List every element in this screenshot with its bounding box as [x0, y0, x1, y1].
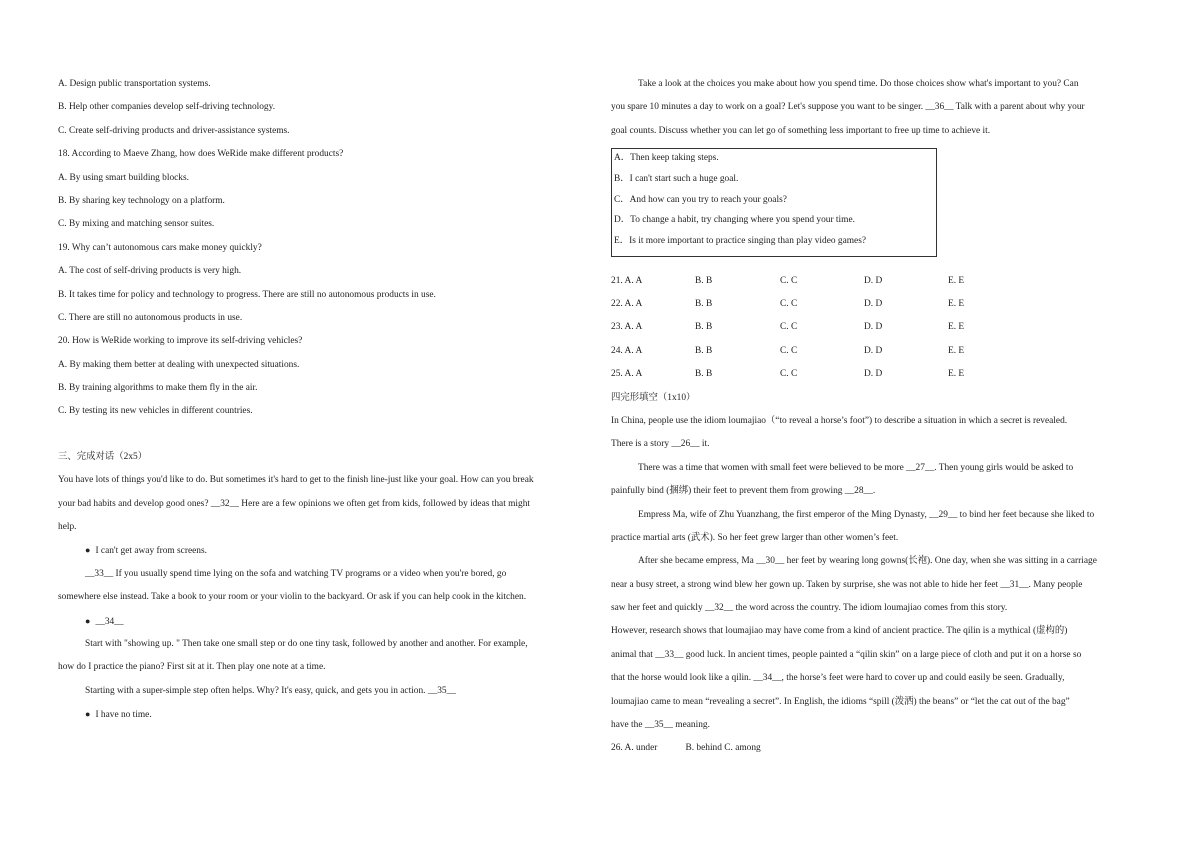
- option-e: E．Is it more important to practice singing than play video games?: [614, 235, 867, 246]
- intro-line: your bad habits and develop good ones? __32__ Here are a few opinions we often get from kids, followed by ideas that might: [58, 498, 531, 509]
- text-line: B. It takes time for policy and technology to progress. There are still no autonomous products in use.: [58, 289, 436, 300]
- cloze-line: near a busy street, a strong wind blew her gown up. Taken by surprise, she was not able to hide her feet __31__. Many people: [611, 579, 1083, 590]
- answer-row: [611, 319, 1147, 342]
- paragraph-line: somewhere else instead. Take a book to your room or your violin to the backyard. Or ask if you can help cook in the kitchen.: [58, 592, 527, 603]
- cloze-line: However, research shows that loumajiao may have come from a kind of ancient practice. The qilin is a mythical (虚构的): [611, 626, 1068, 637]
- bullet-item: ● __34__: [58, 613, 590, 636]
- answer-d[interactable]: D. D: [864, 345, 883, 356]
- answer-c[interactable]: C. C: [780, 369, 798, 380]
- answer-row: [611, 343, 1147, 366]
- intro-line: help.: [58, 522, 77, 533]
- option-a: A．Then keep taking steps.: [614, 153, 719, 164]
- text-line: C. By mixing and matching sensor suites.: [58, 219, 215, 230]
- answer-b[interactable]: B. B: [695, 275, 713, 286]
- cloze-line: that the horse would look like a qilin. __34__, the horse’s feet were hard to cover up and could easily be seen. Gradually,: [611, 673, 1065, 684]
- option-d: D．To change a habit, try changing where you spend your time.: [614, 215, 855, 226]
- text-line: B. Help other companies develop self-driving technology.: [58, 102, 276, 113]
- answer-d[interactable]: D. D: [864, 275, 883, 286]
- answer-c[interactable]: C. C: [780, 299, 798, 309]
- bullet-item: ● I can't get away from screens.: [58, 542, 590, 565]
- paragraph-line: you spare 10 minutes a day to work on a goal? Let's suppose you want to be singer. __36__ Talk with a parent about why your: [611, 102, 1085, 113]
- options-box: [611, 148, 937, 256]
- answer-a[interactable]: 22. A. A: [611, 299, 643, 309]
- paragraph-line: how do I practice the piano? First sit at it. Then play one note at a time.: [58, 662, 326, 673]
- text-line: B. By training algorithms to make them fly in the air.: [58, 383, 258, 394]
- bullet-item: ● I have no time.: [58, 706, 590, 729]
- answer-row: [611, 296, 1147, 319]
- answer-e[interactable]: E. E: [948, 322, 965, 333]
- answer-e[interactable]: E. E: [948, 275, 965, 286]
- text-line: A. Design public transportation systems.: [58, 79, 211, 89]
- intro-line: You have lots of things you'd like to do. But sometimes it's hard to get to the finish line-just like your goal. How can you break: [58, 475, 534, 486]
- cloze-line: Empress Ma, wife of Zhu Yuanzhang, the first emperor of the Ming Dynasty, __29__ to bind her feet because she liked to: [638, 509, 1095, 520]
- cloze-line: In China, people use the idiom loumajiao（“to reveal a horse’s foot”) to describe a situation in which a secret is revealed.: [611, 415, 1068, 426]
- answer-b[interactable]: B. B: [695, 299, 713, 309]
- right-column: [611, 76, 1147, 764]
- cloze-line: After she became empress, Ma __30__ her feet by wearing long gowns(长袍). One day, when she was sitting in a carriage: [638, 556, 1097, 567]
- left-column: [58, 76, 590, 730]
- paragraph-line: __33__ If you usually spend time lying on the sofa and watching TV programs or a video when you're bored, go: [85, 568, 507, 579]
- section-4-title: 四完形填空（1x10）: [611, 392, 696, 403]
- answer-d[interactable]: D. D: [864, 299, 883, 309]
- answer-c[interactable]: C. C: [780, 322, 798, 333]
- section-3-title: 三、完成对话（2x5）: [58, 451, 148, 462]
- question-18: 18. According to Maeve Zhang, how does WeRide make different products?: [58, 149, 344, 160]
- text-line: C. By testing its new vehicles in different countries.: [58, 406, 253, 417]
- question-20: 20. How is WeRide working to improve its self-driving vehicles?: [58, 336, 303, 347]
- cloze-line: have the __35__ meaning.: [611, 720, 710, 731]
- option-c: C．And how can you try to reach your goals?: [614, 194, 787, 205]
- answer-a[interactable]: 25. A. A: [611, 369, 643, 380]
- answer-row: [611, 366, 1147, 389]
- text-line: A. The cost of self-driving products is very high.: [58, 266, 242, 277]
- text-line: B. By sharing key technology on a platform.: [58, 195, 225, 206]
- paragraph-line: Take a look at the choices you make about how you spend time. Do those choices show what's important to you? Can: [638, 79, 1079, 89]
- answer-c[interactable]: C. C: [780, 275, 798, 286]
- cloze-line: loumajiao came to mean “revealing a secret”. In English, the idioms “spill (泼洒) the beans” or “let the cat out of the bag”: [611, 696, 1070, 707]
- q17-20-block: [58, 76, 590, 427]
- option-b: B．I can't start such a huge goal.: [614, 173, 739, 184]
- answer-b[interactable]: B. B: [695, 322, 713, 333]
- cloze-line: animal that __33__ good luck. In ancient times, people painted a “qilin skin” on a large piece of cloth and put it on a horse so: [611, 649, 1082, 660]
- answer-a[interactable]: 23. A. A: [611, 322, 643, 333]
- cloze-line: There was a time that women with small feet were believed to be more __27__. Then young girls would be asked to: [638, 462, 1074, 473]
- paragraph-line: Start with "showing up. " Then take one small step or do one tiny task, followed by another and another. For example,: [85, 638, 528, 649]
- question-26-options: 26. A. under B. behind C. among: [611, 743, 761, 754]
- answer-b[interactable]: B. B: [695, 369, 713, 380]
- text-line: A. By making them better at dealing with unexpected situations.: [58, 359, 300, 370]
- paragraph-line: goal counts. Discuss whether you can let go of something less important to free up time to achieve it.: [611, 125, 991, 136]
- answer-b[interactable]: B. B: [695, 345, 713, 356]
- text-line: C. Create self-driving products and driver-assistance systems.: [58, 125, 290, 136]
- paragraph-line: Starting with a super-simple step often helps. Why? It's easy, quick, and gets you in action. __35__: [85, 685, 456, 696]
- answer-row: [611, 273, 1147, 296]
- question-19: 19. Why can’t autonomous cars make money quickly?: [58, 242, 262, 253]
- answer-e[interactable]: E. E: [948, 369, 965, 380]
- cloze-line: painfully bind (捆绑) their feet to prevent them from growing __28__.: [611, 486, 876, 497]
- cloze-line: practice martial arts (武术). So her feet grew larger than other women’s feet.: [611, 532, 899, 543]
- text-line: A. By using smart building blocks.: [58, 172, 189, 183]
- answer-d[interactable]: D. D: [864, 369, 883, 380]
- text-line: C. There are still no autonomous products in use.: [58, 312, 243, 323]
- answer-a[interactable]: 21. A. A: [611, 275, 643, 286]
- answer-e[interactable]: E. E: [948, 299, 965, 309]
- cloze-line: saw her feet and quickly __32__ the word across the country. The idiom loumajiao comes from this story.: [611, 603, 1008, 614]
- answer-c[interactable]: C. C: [780, 345, 798, 356]
- answer-d[interactable]: D. D: [864, 322, 883, 333]
- cloze-line: There is a story __26__ it.: [611, 439, 710, 450]
- answer-a[interactable]: 24. A. A: [611, 345, 643, 356]
- answer-e[interactable]: E. E: [948, 345, 965, 356]
